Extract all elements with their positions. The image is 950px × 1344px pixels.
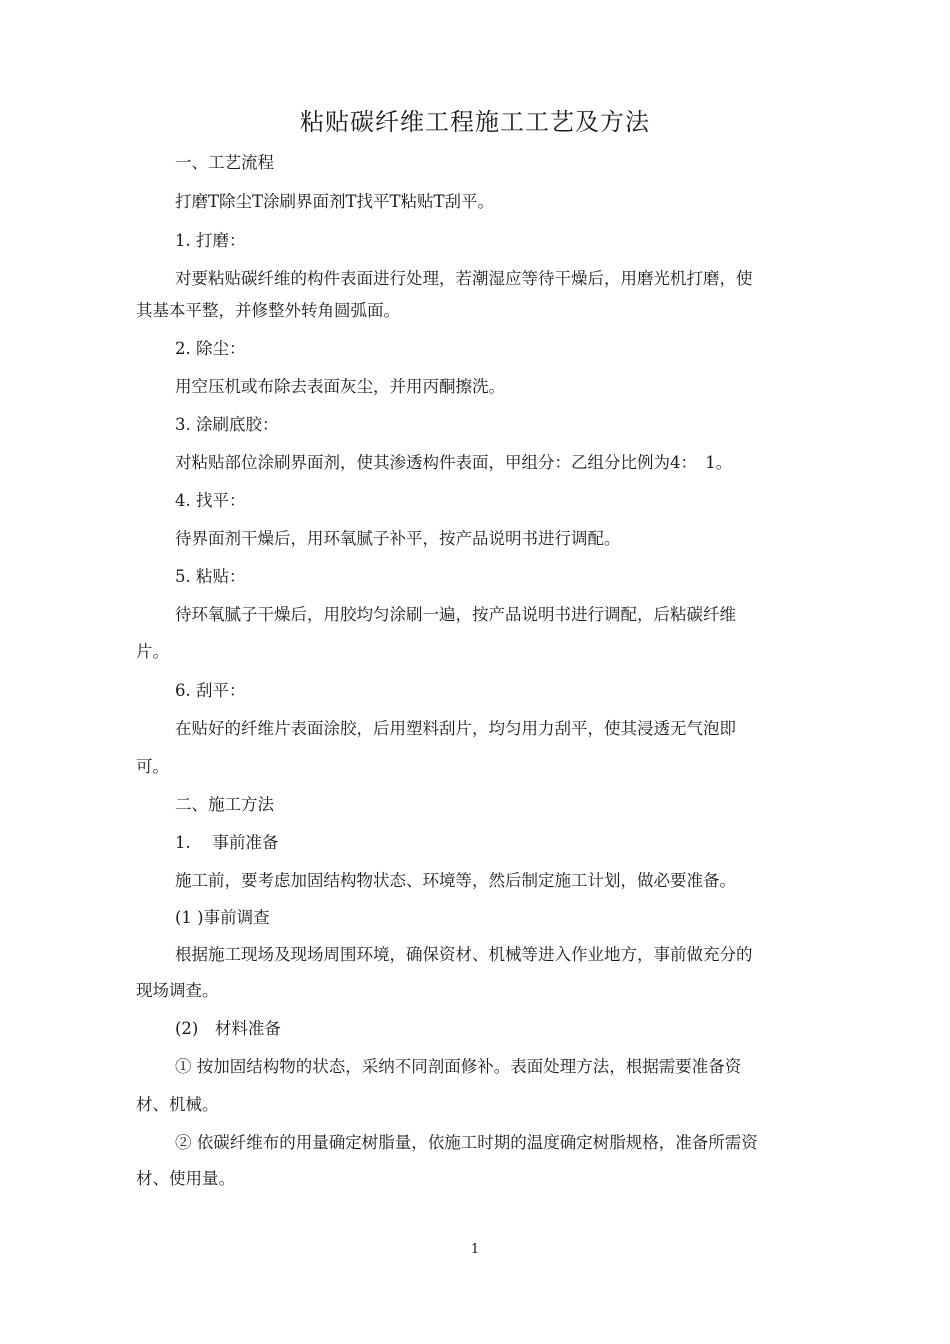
step-heading-paste: 5. 粘贴：: [175, 567, 246, 586]
document-title: 粘贴碳纤维工程施工工艺及方法: [300, 108, 650, 136]
paragraph-line: 用空压机或布除去表面灰尘，并用丙酮擦洗。: [175, 377, 505, 396]
subheading-materials: (2) 材料准备: [175, 1019, 281, 1038]
paragraph-line: 可。: [136, 757, 169, 776]
subheading-preparation: 1. 事前准备: [175, 833, 279, 852]
step-heading-level: 4. 找平：: [175, 491, 246, 510]
step-heading-dust: 2. 除尘：: [175, 339, 246, 358]
paragraph-line: 材、使用量。: [136, 1169, 235, 1188]
step-heading-grind: 1. 打磨：: [175, 231, 246, 250]
paragraph-line: 其基本平整，并修整外转角圆弧面。: [136, 301, 400, 320]
paragraph-line: 对粘贴部位涂刷界面剂，使其渗透构件表面，甲组分：乙组分比例为4： 1。: [175, 453, 733, 472]
paragraph-line: 对要粘贴碳纤维的构件表面进行处理，若潮湿应等待干燥后，用磨光机打磨，使: [175, 269, 753, 288]
paragraph-line: 根据施工现场及现场周围环境，确保资材、机械等进入作业地方，事前做充分的: [175, 945, 753, 964]
step-heading-primer: 3. 涂刷底胶：: [175, 415, 279, 434]
process-flow: 打磨T除尘T涂刷界面剂T找平T粘贴T刮平。: [175, 192, 495, 211]
step-heading-scrape: 6. 刮平：: [175, 681, 246, 700]
paragraph-line: 片。: [136, 642, 169, 661]
list-item: ① 按加固结构物的状态，采纳不同剖面修补。表面处理方法，根据需要准备资: [175, 1057, 742, 1076]
section-heading-method: 二、施工方法: [175, 795, 274, 814]
page-number: 1: [470, 1242, 480, 1257]
paragraph-line: 待界面剂干燥后，用环氧腻子补平，按产品说明书进行调配。: [175, 529, 621, 548]
paragraph-line: 材、机械。: [136, 1095, 219, 1114]
paragraph-line: 施工前，要考虑加固结构物状态、环境等，然后制定施工计划，做必要准备。: [175, 871, 736, 890]
paragraph-line: 在贴好的纤维片表面涂胶，后用塑料刮片，均匀用力刮平，使其浸透无气泡即: [175, 719, 736, 738]
section-heading-process: 一、工艺流程: [175, 153, 274, 172]
paragraph-line: 现场调查。: [136, 981, 219, 1000]
list-item: ② 依碳纤维布的用量确定树脂量，依施工时期的温度确定树脂规格，准备所需资: [175, 1133, 758, 1152]
paragraph-line: 待环氧腻子干燥后，用胶均匀涂刷一遍，按产品说明书进行调配，后粘碳纤维: [175, 605, 736, 624]
subheading-survey: (1 )事前调查: [175, 908, 270, 927]
